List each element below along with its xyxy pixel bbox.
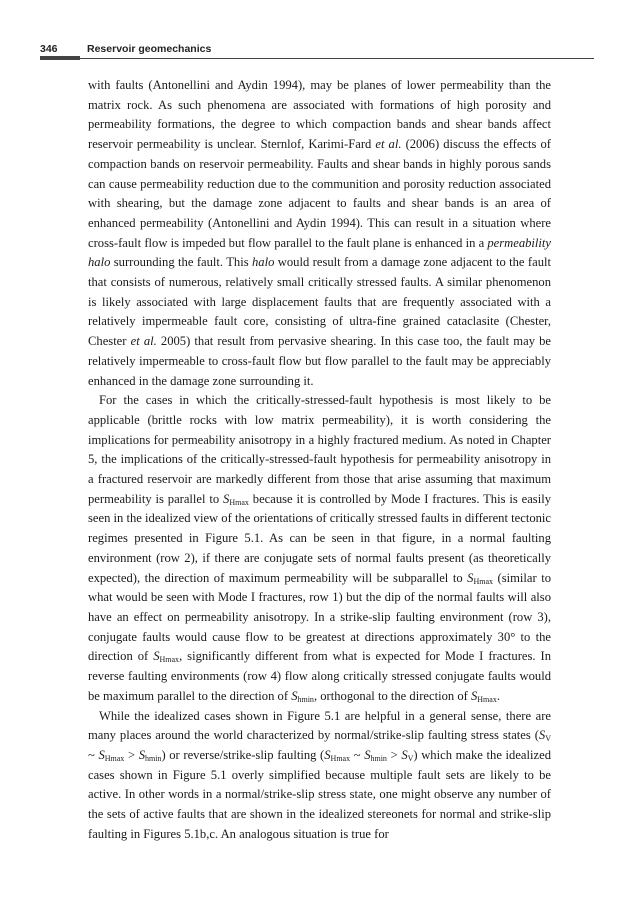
header-accent-bar <box>40 56 80 60</box>
paragraph-1: with faults (Antonellini and Aydin 1994), may be planes of lower permeability than the matrix rock. As such phenomena are associated with formations of high porosity and permeability formations, the degree to which compaction bands and shear bands affect reservoir permeability is unclear. Sternlof, Karimi-Fard et al. (2006) discuss the effects of compaction bands on reservoir permeability. Faults and shear bands in highly porous sands can cause permeability reduction due to the communition and porosity reduction associated with shearing, but the damage zone adjacent to faults and shear bands is an area of enhanced permeability (Antonellini and Aydin 1994). This can result in a situation where cross-fault flow is impeded but flow parallel to the fault plane is enhanced in a permeability halo surrounding the fault. This halo would result from a damage zone adjacent to the fault that consists of numerous, relatively small critically stressed faults. A similar phenomenon is likely associated with large displacement faults that are frequently associated with a relatively impermeable fault core, consisting of ultra-fine grained cataclasite (Chester, Chester et al. 2005) that result from pervasive shearing. In this case too, the fault may be relatively impermeable to cross-fault flow but flow parallel to the fault may be appreciably enhanced in the damage zone surrounding it. <box>88 78 552 388</box>
header-rule <box>80 58 594 59</box>
page-header <box>40 41 550 57</box>
page-number: 346 <box>40 43 58 55</box>
paragraph-2: For the cases in which the critically-stressed-fault hypothesis is most likely to be applicable (brittle rocks with low matrix permeability), it is worth considering the implications for permeability anisotropy in a highly fractured medium. As noted in Chapter 5, the implications of the critically-stressed-fault hypothesis for permeability anisotropy in a fractured reservoir are markedly different from those that arise assuming that maximum permeability is parallel to $S_{Hmax}$ because it is controlled by Mode I fractures. This is easily seen in the idealized view of the orientations of critically stressed faults in different tectonic regimes presented in Figure 5.1. As can be seen in that figure, in a normal faulting environment (row 2), if there are conjugate sets of normal faults present (as theoretically expected), the direction of maximum permeability will be subparallel to $S_{Hmax}$ (similar to what would be seen with Mode I fractures, row 1) but the dip of the normal faults will also have an effect on permeability anisotropy. In a strike-slip faulting environment (row 3), conjugate faults would cause flow to be greatest at directions approximately 30° to the direction of $S_{Hmax}$, significantly different from what is expected for Mode I fractures. In reverse faulting environments (row 4) flow along critically stressed conjugate faults would be maximum parallel to the direction of $S_{hmin}$, orthogonal to the direction of $S_{Hmax}$. <box>88 393 552 704</box>
body-text <box>88 76 551 844</box>
running-title: Reservoir geomechanics <box>87 43 212 55</box>
paragraph-3: While the idealized cases shown in Figure 5.1 are helpful in a general sense, there are many places around the world characterized by normal/strike-slip faulting stress states ($S_V$ ~ $S_{Hmax} > S_{hmin}$) or reverse/strike-slip faulting ($S_{Hmax}$ ~ $S_{hmin} > S_V$) which make the idealized cases shown in Figure 5.1 overly simplified because multiple fault sets are likely to be active. In other words in a normal/strike-slip stress state, one might observe any number of the sets of active faults that are shown in the idealized stereonets for normal and strike-slip faulting in Figures 5.1b,c. An analogous situation is true for <box>88 708 551 841</box>
